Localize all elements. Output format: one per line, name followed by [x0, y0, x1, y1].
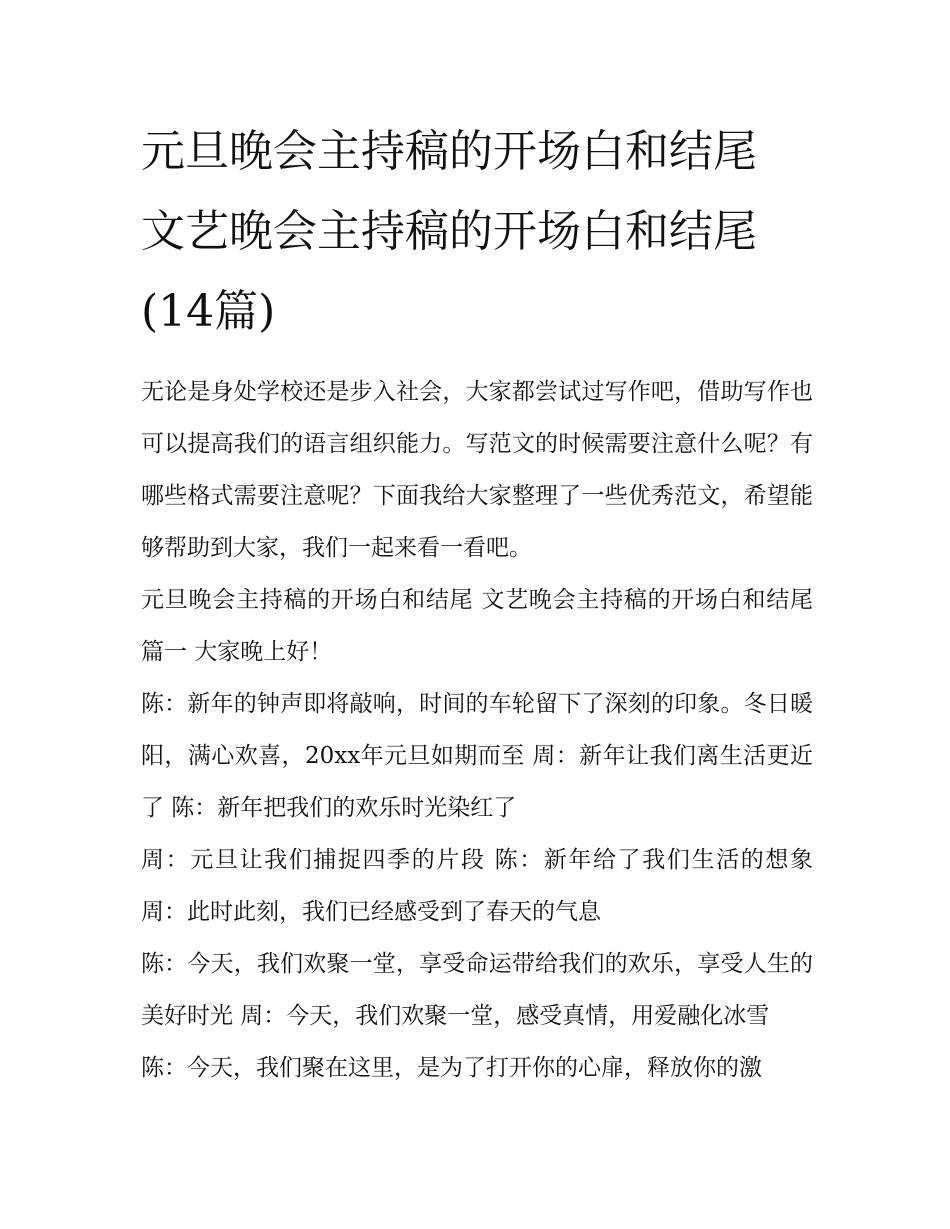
paragraph-dialogue-2: 周：元旦让我们捕捉四季的片段 陈：新年给了我们生活的想象 周：此时此刻，我们已经感受到了春天的气息 [141, 847, 813, 925]
document-content [141, 112, 813, 1094]
paragraph-intro: 无论是身处学校还是步入社会，大家都尝试过写作吧，借助写作也可以提高我们的语言组织能力。写范文的时候需要注意什么呢？有哪些格式需要注意呢？下面我给大家整理了一些优秀范文，希望能够帮助到大家，我们一起来看一看吧。 [141, 379, 813, 561]
paragraph-dialogue-4: 陈：今天，我们聚在这里，是为了打开你的心扉，释放你的激 [141, 1055, 762, 1081]
paragraph-dialogue-1: 陈：新年的钟声即将敲响，时间的车轮留下了深刻的印象。冬日暖阳，满心欢喜，20xx年元旦如期而至 周：新年让我们离生活更近了 陈：新年把我们的欢乐时光染红了 [141, 691, 813, 821]
paragraph-heading-1: 元旦晚会主持稿的开场白和结尾 文艺晚会主持稿的开场白和结尾篇一 大家晚上好！ [141, 587, 813, 665]
document-title: 元旦晚会主持稿的开场白和结尾 文艺晚会主持稿的开场白和结尾(14篇) [141, 126, 757, 337]
paragraph-dialogue-3: 陈：今天，我们欢聚一堂，享受命运带给我们的欢乐，享受人生的美好时光 周：今天，我们欢聚一堂，感受真情，用爱融化冰雪 [141, 951, 813, 1029]
